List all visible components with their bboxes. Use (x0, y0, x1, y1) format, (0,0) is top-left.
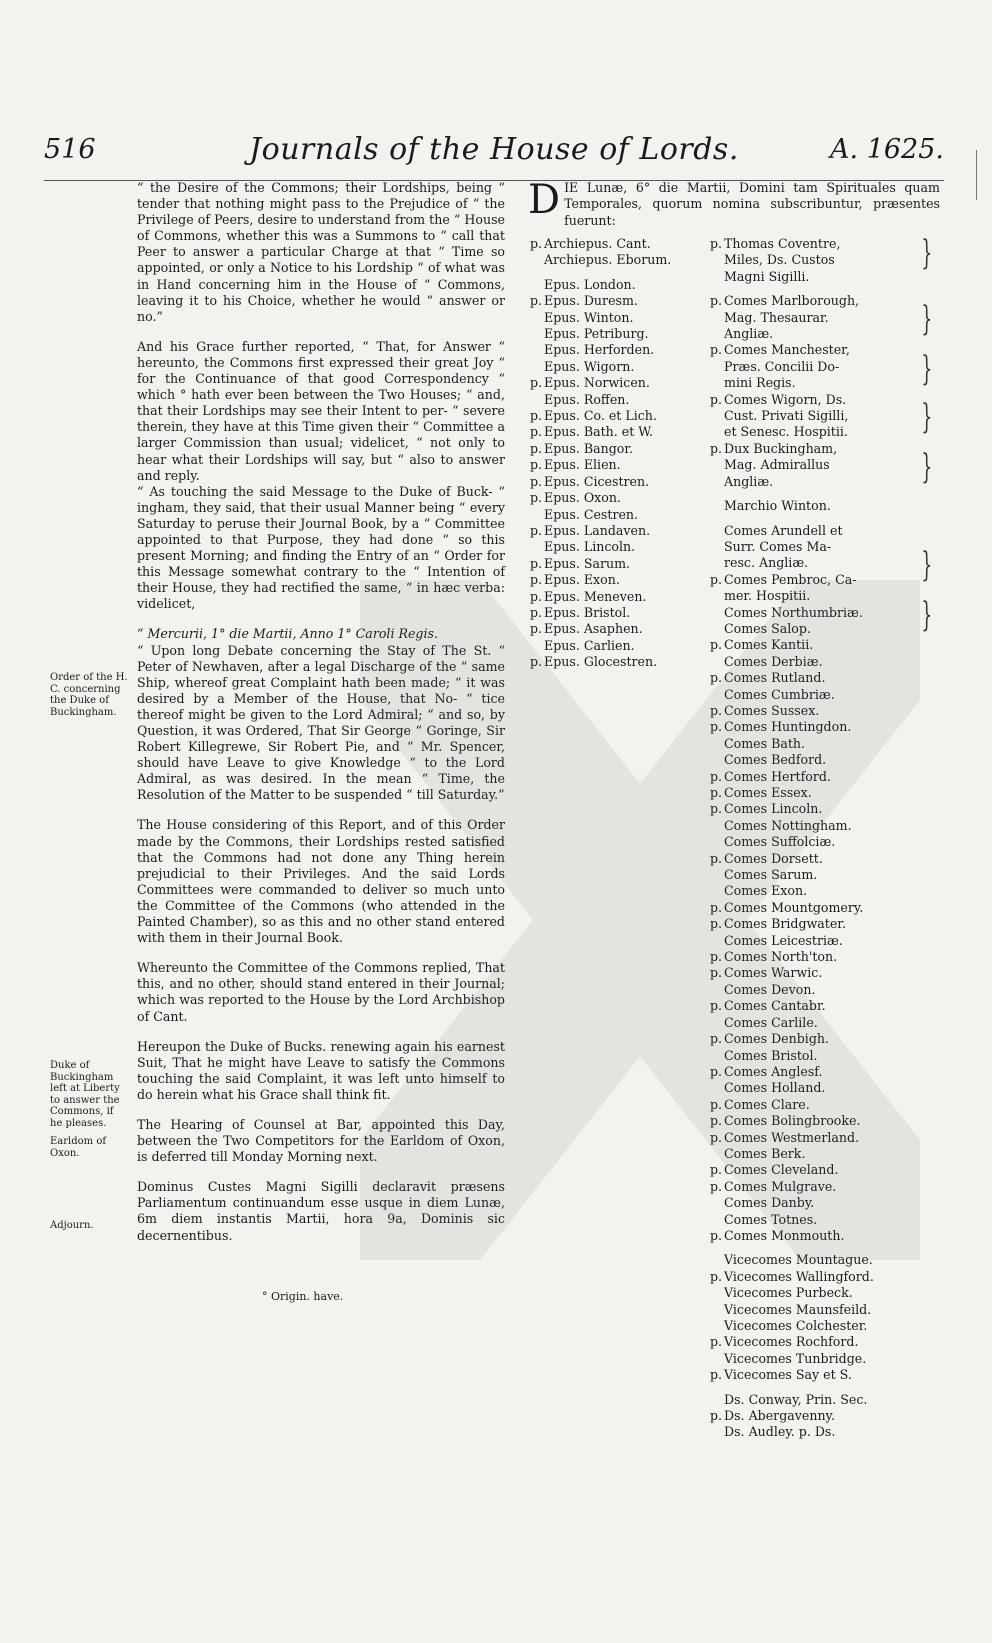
lord-name: Archiepus. Cant. (544, 236, 651, 251)
page-title: Journals of the House of Lords. (249, 132, 739, 167)
lord-entry (710, 1179, 940, 1195)
presence-mark: p. (530, 604, 543, 620)
lord-entry (710, 1130, 940, 1146)
presence-mark: p. (710, 719, 723, 735)
lord-entry (710, 1269, 940, 1285)
lord-entry (710, 252, 940, 268)
lord-name: Marchio Winton. (724, 498, 831, 514)
lord-entry (710, 1228, 940, 1244)
paragraph: The Hearing of Counsel at Bar, appointed this Day, between the Two Competitors for the Earldom of Oxon, is deferred till Monday Morning next. (137, 1116, 505, 1165)
lord-entry (710, 719, 940, 735)
lord-name: Comes Nottingham. (724, 817, 852, 833)
lord-entry (710, 1212, 940, 1228)
dropcap: D (528, 177, 561, 223)
lord-name: Comes Northumbriæ. (724, 604, 863, 620)
presence-mark: p. (530, 236, 543, 251)
lord-name: Epus. Exon. (544, 572, 620, 588)
lord-name: Epus. Elien. (544, 457, 621, 473)
lord-name: Comes Berk. (724, 1145, 806, 1161)
lord-name: Comes Cantabr. (724, 998, 826, 1014)
lord-entry (530, 375, 690, 391)
lord-entry (710, 375, 940, 391)
lord-name: Comes Anglesf. (724, 1063, 823, 1079)
paragraph: The House considering of this Report, and of this Order made by the Commons, their Lordships rested satisfied that the Commons had not done any Thing herein prejudicial to their Privileges. And the said Lords Committees were commanded to deliver so much unto the Committee of the Commons (who attended in the Painted Chamber), so as this and no other stand entered with them in their Journal Book. (137, 817, 505, 946)
presence-mark: p. (710, 998, 723, 1014)
presence-mark: p. (530, 588, 543, 604)
lord-entry (710, 523, 940, 539)
presence-mark: p. (530, 440, 543, 456)
lord-name: Angliæ. (724, 473, 774, 489)
presence-mark: p. (710, 1227, 723, 1243)
brace: } (921, 233, 933, 273)
lord-entry (710, 474, 940, 490)
lord-entry (710, 752, 940, 768)
lord-entry (710, 916, 940, 932)
presence-mark: p. (530, 293, 543, 309)
lord-entry (530, 572, 690, 588)
lord-entry (710, 933, 940, 949)
presence-mark: p. (530, 375, 543, 391)
lord-entry (710, 457, 940, 473)
lord-entry (710, 703, 940, 719)
lord-entry (710, 1048, 940, 1064)
lord-entry (710, 408, 940, 424)
brace: } (921, 595, 933, 635)
lord-entry (530, 392, 690, 408)
presence-mark: p. (710, 949, 723, 965)
presence-mark: p. (710, 293, 723, 309)
lord-name: Comes Rutland. (724, 670, 826, 686)
lord-entry (530, 359, 690, 375)
order-heading: “ Mercurii, 1° die Martii, Anno 1° Caroli Regis. (137, 626, 438, 642)
lord-entry (710, 1146, 940, 1162)
lord-name: Cust. Privati Sigilli, (724, 408, 849, 424)
lord-entry (710, 621, 940, 637)
right-column (528, 177, 940, 1440)
lord-entry (710, 982, 940, 998)
lord-entry (530, 277, 690, 293)
lord-entry (710, 1334, 940, 1350)
lord-name: Comes Mountgomery. (724, 899, 864, 915)
lord-name: Comes Exon. (724, 883, 808, 899)
lord-entry (710, 1351, 940, 1367)
lord-name: Epus. Lincoln. (544, 539, 636, 555)
lord-name: Vicecomes Tunbridge. (724, 1350, 867, 1366)
lord-entry (710, 818, 940, 834)
brace: } (921, 447, 933, 487)
lord-name: Comes Bath. (724, 735, 806, 751)
lord-name: Epus. Landaven. (544, 522, 651, 538)
lord-name: Vicecomes Say et S. (724, 1367, 852, 1383)
lord-entry (710, 883, 940, 899)
paragraph: And his Grace further reported, “ That, for Answer “ hereunto, the Commons first expressed their great Joy “ for the Continuance of that good Correspondency “ which ° hath ever been between the Two Houses; “ and, that their Lordships may see their Intent to per- “ severe therein, they have at this Time given their “ Committee a larger Commission than usual; videlicet, “ not only to hear what their Lordships will say, but “ also to answer and reply. (137, 338, 505, 483)
paragraph: “ the Desire of the Commons; their Lordships, being “ tender that nothing might pass to the Prejudice of “ the Privilege of Peers, desire to understand from the “ House of Commons, whether this was a Summons to “ call that Peer to answer a particular Charge at that “ Time so appointed, or only a Notice to his Lordship “ of what was in Hand concerning him in the House of “ Commons, leaving it to his Choice, whether he would “ answer or no.” (137, 180, 505, 324)
lord-name: Comes Derbiæ. (724, 653, 823, 669)
lord-name: Comes Manchester, (724, 342, 850, 358)
lord-name: Comes Cumbriæ. (724, 686, 835, 702)
lord-entry (530, 326, 690, 342)
lord-name: Comes Bedford. (724, 752, 827, 768)
lord-name: Epus. Co. et Lich. (544, 408, 657, 424)
lord-entry (710, 1244, 940, 1252)
lord-name: Epus. Carlien. (544, 637, 635, 653)
paragraph: “ As touching the said Message to the Duke of Buck- “ ingham, they said, that their usual Manner being “ every Saturday to peruse their Journal Book, by a “ Committee appointed to that Purpose, they had done “ so this present Morning; and finding the Entry of an “ Order for this Message somewhat contrary to the “ Intention of their House, they had rectified the same, “ in hæc verba: videlicet, (137, 483, 505, 612)
lord-entry (710, 900, 940, 916)
lord-name: Epus. Herforden. (544, 342, 655, 358)
lord-name: Comes Kantii. (724, 637, 814, 653)
lord-entry (710, 867, 940, 883)
lord-name: Comes Dorsett. (724, 850, 823, 866)
margin-note: Earldom of Oxon. (50, 1136, 107, 1159)
presence-mark: p. (530, 457, 543, 473)
lord-entry (710, 515, 940, 523)
lord-entry (710, 1015, 940, 1031)
brace: } (921, 397, 933, 437)
brace: } (921, 349, 933, 389)
lord-name: Magni Sigilli. (724, 268, 810, 284)
margin-note: Adjourn. (50, 1220, 94, 1231)
lord-entry (710, 654, 940, 670)
lord-name: resc. Angliæ. (724, 555, 809, 571)
lord-name: Archiepus. Eborum. (544, 252, 672, 268)
presence-mark: p. (710, 1031, 723, 1047)
lord-name: Comes Salop. (724, 620, 811, 636)
lord-entry (710, 424, 940, 440)
lord-name: Epus. Bangor. (544, 440, 633, 456)
presence-mark: p. (710, 1096, 723, 1112)
lord-entry (710, 769, 940, 785)
lord-entry (710, 441, 940, 457)
lord-name: Comes Cleveland. (724, 1162, 839, 1178)
lord-name: Comes Essex. (724, 785, 812, 800)
lord-entry (710, 670, 940, 686)
lord-name: Epus. Sarum. (544, 555, 631, 571)
lord-name: Epus. Petriburg. (544, 326, 649, 342)
lord-entry (530, 474, 690, 490)
presence-mark: p. (710, 1334, 723, 1350)
lord-entry (710, 498, 940, 514)
presence-mark: p. (530, 654, 543, 670)
lord-entry (530, 457, 690, 473)
lord-entry (710, 342, 940, 358)
lord-name: Vicecomes Purbeck. (724, 1285, 853, 1301)
lord-entry (710, 1367, 940, 1383)
lord-name: Comes Danby. (724, 1195, 815, 1211)
lord-name: Dux Buckingham, (724, 440, 838, 456)
presence-mark: p. (710, 702, 723, 718)
paragraph: Dominus Custes Magni Sigilli declaravit præsens Parliamentum continuandum esse usque in diem Lunæ, 6m diem instantis Martii, hora 9a, Dominis sic decernentibus. (137, 1179, 505, 1243)
lord-name: Comes Lincoln. (724, 801, 823, 817)
lord-entry (710, 1195, 940, 1211)
lord-name: Ds. Audley. p. Ds. (724, 1424, 836, 1440)
lord-name: Epus. Roffen. (544, 391, 630, 407)
presence-mark: p. (710, 768, 723, 784)
lord-name: Epus. London. (544, 276, 636, 292)
lord-entry (530, 252, 690, 268)
lord-entry (530, 539, 690, 555)
presence-mark: p. (530, 555, 543, 571)
lord-name: Mag. Thesaurar. (724, 309, 829, 325)
lord-entry (710, 326, 940, 342)
lord-name: Comes Holland. (724, 1080, 826, 1096)
lord-entry (530, 523, 690, 539)
lord-name: Vicecomes Mountague. (724, 1252, 873, 1268)
presence-mark: p. (710, 916, 723, 932)
lord-name: Epus. Duresm. (544, 293, 638, 309)
paragraph: Whereunto the Committee of the Commons replied, That this, and no other, should stand entered in their Journal; which was reported to the House by the Lord Archbishop of Cant. (137, 960, 505, 1024)
lord-entry (710, 1408, 940, 1424)
lord-entry (530, 310, 690, 326)
lord-entry (710, 1318, 940, 1334)
paragraph: Hereupon the Duke of Bucks. renewing again his earnest Suit, That he might have Leave to satisfy the Commons touching the said Complaint, it was left unto himself to do herein what his Grace shall think fit. (137, 1038, 505, 1102)
lord-name: mer. Hospitii. (724, 588, 811, 604)
lord-entry (530, 638, 690, 654)
lord-name: Vicecomes Maunsfeild. (724, 1301, 872, 1317)
presence-mark: p. (710, 236, 723, 251)
lord-entry (530, 293, 690, 309)
lord-entry (530, 408, 690, 424)
lord-name: Angliæ. (724, 326, 774, 342)
presence-mark: p. (710, 899, 723, 915)
presence-mark: p. (710, 965, 723, 981)
lord-name: Miles, Ds. Custos (724, 252, 835, 268)
lord-entry (710, 539, 940, 555)
lord-name: Præs. Concilii Do- (724, 358, 840, 374)
lord-name: Comes Huntingdon. (724, 719, 852, 735)
lord-name: Epus. Oxon. (544, 490, 621, 506)
lord-entry (530, 490, 690, 506)
presence-mark: p. (530, 621, 543, 637)
lord-entry (710, 1080, 940, 1096)
lord-entry (710, 801, 940, 817)
lord-entry (710, 1113, 940, 1129)
lord-entry (710, 310, 940, 326)
lord-entry (710, 392, 940, 408)
lord-name: Comes Westmerland. (724, 1129, 860, 1145)
lord-entry (710, 1424, 940, 1440)
presence-mark: p. (530, 522, 543, 538)
lord-entry (710, 490, 940, 498)
brace: } (921, 545, 933, 585)
presence-mark: p. (710, 391, 723, 407)
presence-mark: p. (710, 1268, 723, 1284)
presence-mark: p. (530, 424, 543, 440)
temporal-lords-list (710, 233, 940, 1441)
lord-name: Comes Monmouth. (724, 1227, 845, 1243)
presence-mark: p. (710, 1129, 723, 1145)
lord-entry (530, 424, 690, 440)
presence-mark: p. (530, 490, 543, 506)
lord-entry (710, 555, 940, 571)
lord-entry (530, 269, 690, 277)
lord-name: Comes Pembroc, Ca- (724, 571, 857, 587)
presence-mark: p. (710, 571, 723, 587)
lord-entry (530, 556, 690, 572)
lord-name: Mag. Admirallus (724, 457, 830, 473)
presence-mark: p. (710, 342, 723, 358)
lord-entry (710, 293, 940, 309)
page-year: A. 1625. (830, 134, 944, 165)
page-number: 516 (44, 134, 96, 165)
lord-name: Comes North'ton. (724, 949, 838, 965)
lord-entry (710, 687, 940, 703)
lord-name: Epus. Cicestren. (544, 473, 650, 489)
presence-mark: p. (710, 440, 723, 456)
lord-name: Comes Marlborough, (724, 293, 860, 309)
presence-mark: p. (710, 801, 723, 817)
lord-name: Vicecomes Wallingford. (724, 1268, 874, 1284)
left-column (137, 180, 505, 1258)
lord-name: Comes Bristol. (724, 1047, 818, 1063)
lord-name: Comes Totnes. (724, 1211, 818, 1227)
intro-text: IE Lunæ, 6° die Martii, Domini tam Spirituales quam Temporales, quorum nomina subscribuntur, præsentes fuerunt: (564, 180, 940, 228)
lord-entry (530, 236, 690, 252)
lord-name: Epus. Wigorn. (544, 358, 635, 374)
lord-entry (530, 654, 690, 670)
lord-name: Comes Wigorn, Ds. (724, 391, 847, 407)
presence-mark: p. (530, 473, 543, 489)
lord-entry (710, 1392, 940, 1408)
lord-entry (530, 507, 690, 523)
footnote: ° Origin. have. (262, 1290, 344, 1303)
lord-name: Comes Devon. (724, 981, 816, 997)
lord-entry (710, 1302, 940, 1318)
lord-name: Epus. Meneven. (544, 588, 647, 604)
lord-name: Ds. Abergavenny. (724, 1408, 836, 1424)
presence-mark: p. (710, 1178, 723, 1194)
presence-mark: p. (710, 1063, 723, 1079)
lord-entry (710, 785, 940, 801)
lord-entry (710, 1384, 940, 1392)
lord-entry (530, 621, 690, 637)
lord-name: Vicecomes Rochford. (724, 1334, 859, 1350)
presence-mark: p. (530, 408, 543, 424)
lord-entry (710, 637, 940, 653)
lord-entry (710, 269, 940, 285)
lord-entry (710, 588, 940, 604)
brace: } (921, 299, 933, 339)
lord-name: Comes Leicestriæ. (724, 932, 843, 948)
lord-name: Comes Suffolciæ. (724, 834, 836, 850)
presence-mark: p. (530, 572, 543, 588)
lord-name: Surr. Comes Ma- (724, 538, 832, 554)
lord-entry (710, 572, 940, 588)
lord-entry (530, 441, 690, 457)
lord-entry (710, 1031, 940, 1047)
lord-entry (710, 1097, 940, 1113)
lord-entry (710, 965, 940, 981)
lord-name: Comes Sarum. (724, 867, 818, 883)
lord-entry (710, 236, 940, 252)
lord-entry (710, 1285, 940, 1301)
lord-entry (710, 605, 940, 621)
lord-entry (530, 342, 690, 358)
edge-rule (976, 150, 977, 200)
presence-mark: p. (710, 850, 723, 866)
lord-entry (710, 285, 940, 293)
spiritual-lords-list (530, 236, 690, 671)
lord-name: Comes Clare. (724, 1096, 810, 1112)
lord-name: Comes Arundell et (724, 522, 843, 538)
lord-entry (710, 1252, 940, 1268)
lord-name: Vicecomes Colchester. (724, 1318, 868, 1333)
lord-name: Epus. Asaphen. (544, 621, 643, 637)
lord-name: Comes Warwic. (724, 965, 823, 981)
lord-name: Comes Sussex. (724, 702, 820, 718)
lord-name: Thomas Coventre, (724, 236, 841, 251)
lord-entry (710, 359, 940, 375)
lord-name: Epus. Bristol. (544, 604, 631, 620)
lord-name: Ds. Conway, Prin. Sec. (724, 1391, 868, 1407)
presence-mark: p. (710, 670, 723, 686)
lord-name: Comes Carlile. (724, 1014, 818, 1030)
presence-mark: p. (710, 637, 723, 653)
presence-mark: p. (710, 1113, 723, 1129)
paragraph: “ Upon long Debate concerning the Stay of The St. “ Peter of Newhaven, after a legal Discharge of the “ same Ship, whereof great Complaint hath been made; “ it was desired by a Member of the House, that No- “ tice thereof might be given to the Lord Admiral; “ and so, by Question, it was Ordered, That Sir George “ Goringe, Sir Robert Killegrewe, Sir Robert Pie, and “ Mr. Spencer, should have Leave to give Knowledge “ to the Lord Admiral, as was desired. In the mean “ Time, the Resolution of the Matter to be suspended “ till Saturday.” (137, 642, 505, 803)
lord-name: Epus. Winton. (544, 309, 634, 325)
lord-name: Epus. Cestren. (544, 506, 639, 522)
page-header (44, 132, 944, 181)
lord-entry (710, 834, 940, 850)
lord-name: Comes Hertford. (724, 768, 831, 784)
lord-entry (530, 605, 690, 621)
lord-name: mini Regis. (724, 375, 796, 391)
margin-note: Duke of Buckingham left at Liberty to answer the Commons, if he pleases. (50, 1060, 120, 1129)
lord-name: Comes Denbigh. (724, 1031, 830, 1047)
lord-name: Epus. Glocestren. (544, 654, 658, 670)
lord-name: Comes Mulgrave. (724, 1178, 837, 1194)
lord-name: Epus. Norwicen. (544, 375, 650, 391)
lord-entry (710, 949, 940, 965)
lord-name: Epus. Bath. et W. (544, 424, 654, 440)
presence-mark: p. (710, 1408, 723, 1424)
lord-entry (710, 998, 940, 1014)
lord-entry (710, 851, 940, 867)
lord-name: Comes Bridgwater. (724, 916, 846, 932)
margin-note: Order of the H. C. concerning the Duke of Buckingham. (50, 672, 128, 718)
lord-name: Comes Bolingbrooke. (724, 1113, 861, 1129)
lord-entry (530, 589, 690, 605)
attendance-intro (528, 177, 940, 229)
presence-mark: p. (710, 1162, 723, 1178)
lord-name: et Senesc. Hospitii. (724, 424, 848, 440)
lord-entry (710, 736, 940, 752)
lord-entry (710, 1064, 940, 1080)
presence-mark: p. (710, 785, 723, 800)
lord-entry (710, 1162, 940, 1178)
presence-mark: p. (710, 1367, 723, 1383)
